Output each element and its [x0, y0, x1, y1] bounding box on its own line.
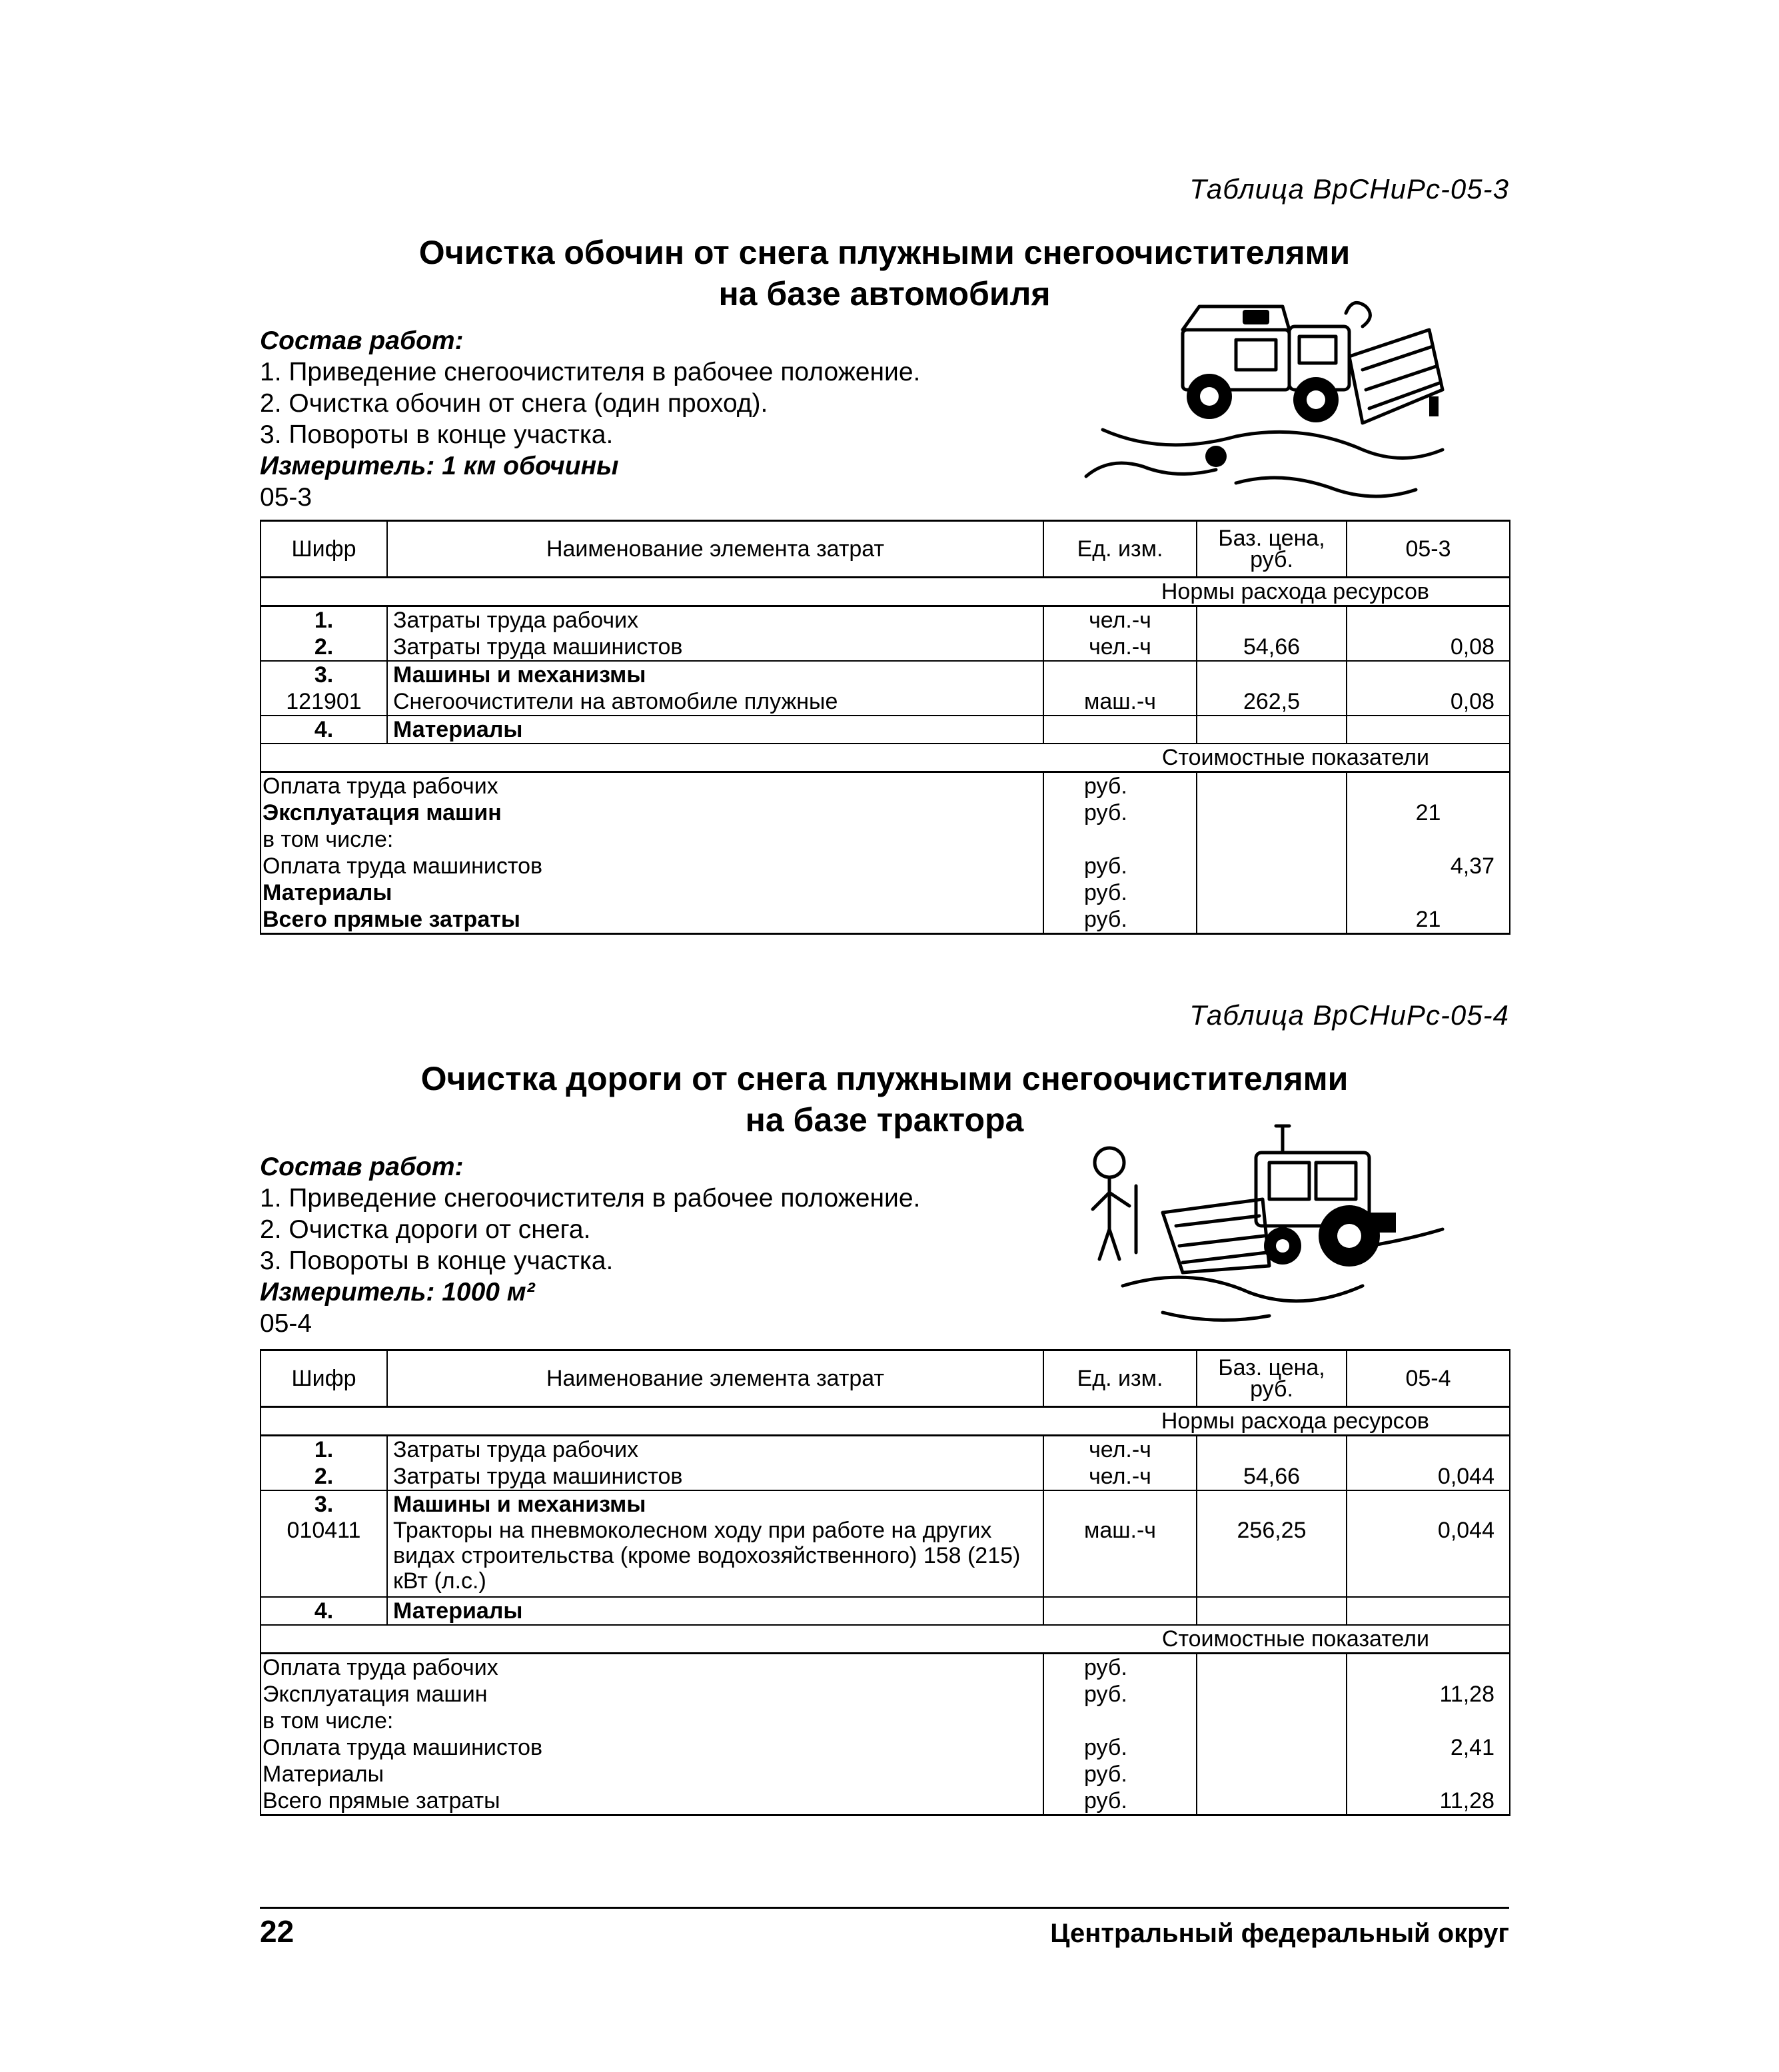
cost-price: [1197, 1734, 1347, 1761]
work-step: 1. Приведение снегоочистителя в рабочее положение.: [260, 1184, 921, 1213]
row-cipher: 4.: [261, 1597, 387, 1625]
row-price: [1197, 606, 1347, 634]
row-name: Затраты труда рабочих: [387, 1436, 1043, 1464]
norms-band-row: [261, 578, 1510, 606]
cost-band-row: [261, 744, 1510, 772]
cost-value: 21: [1347, 906, 1510, 934]
section-05-4: [260, 999, 1509, 1819]
measure-unit: Измеритель: 1000 м²: [260, 1278, 535, 1306]
cost-price: [1197, 772, 1347, 800]
cost-name: Оплата труда рабочих: [261, 1654, 1043, 1682]
footer-district: Центральный федеральный округ: [1050, 1919, 1509, 1948]
cost-name: Оплата труда машинистов: [261, 1734, 1043, 1761]
row-unit: [1043, 661, 1197, 688]
row-value: [1347, 1597, 1510, 1625]
works-heading: Состав работ:: [260, 1153, 464, 1181]
work-composition: [260, 325, 920, 513]
row-price: [1197, 1490, 1347, 1518]
title-line-2: на базе автомобиля: [718, 275, 1051, 312]
row-cipher: 4.: [261, 716, 387, 744]
row-unit: [1043, 1490, 1197, 1518]
cost-value: [1347, 826, 1510, 853]
row-unit: маш.-ч: [1043, 1518, 1197, 1597]
cost-name: Всего прямые затраты: [261, 906, 1043, 934]
row-cipher: 1.: [261, 1436, 387, 1464]
cost-price: [1197, 1761, 1347, 1788]
title-line-2: на базе трактора: [745, 1101, 1024, 1139]
row-unit: чел.-ч: [1043, 634, 1197, 661]
cost-unit: руб.: [1043, 879, 1197, 906]
row-name: Материалы: [387, 716, 1043, 744]
work-composition: [260, 1151, 920, 1339]
row-cipher: 2.: [261, 634, 387, 661]
cost-name: Материалы: [261, 1761, 1043, 1788]
table-row: [261, 716, 1510, 744]
row-price: 54,66: [1197, 634, 1347, 661]
cost-price: [1197, 799, 1347, 826]
cost-unit: руб.: [1043, 1788, 1197, 1815]
row-price: 54,66: [1197, 1463, 1347, 1490]
header-price: [1197, 521, 1347, 578]
table-header-row: [261, 1350, 1510, 1407]
snowplow-tractor-illustration: [1083, 1113, 1456, 1332]
row-unit: [1043, 1597, 1197, 1625]
header-cipher: Шифр: [261, 1350, 387, 1407]
header-name: Наименование элемента затрат: [387, 521, 1043, 578]
row-price: 256,25: [1197, 1518, 1347, 1597]
cost-row: [261, 879, 1510, 906]
title-line-1: Очистка обочин от снега плужными снегоочистителями: [418, 234, 1351, 271]
cost-unit: руб.: [1043, 1734, 1197, 1761]
work-step: 2. Очистка дороги от снега.: [260, 1215, 591, 1244]
cost-unit: [1043, 1708, 1197, 1734]
row-name: Машины и механизмы: [387, 1490, 1043, 1518]
cost-value: [1347, 1761, 1510, 1788]
row-value: [1347, 1436, 1510, 1464]
title-line-1: Очистка дороги от снега плужными снегоочистителями: [420, 1060, 1349, 1097]
table-row: [261, 1436, 1510, 1464]
row-name: Машины и механизмы: [387, 661, 1043, 688]
table-header-row: [261, 521, 1510, 578]
cost-price: [1197, 853, 1347, 879]
cost-row: [261, 906, 1510, 934]
header-name: Наименование элемента затрат: [387, 1350, 1043, 1407]
cost-unit: руб.: [1043, 1761, 1197, 1788]
work-step: 3. Повороты в конце участка.: [260, 1247, 614, 1275]
cost-value: 4,37: [1347, 853, 1510, 879]
row-price: 262,5: [1197, 688, 1347, 716]
table-row: [261, 688, 1510, 716]
cost-price: [1197, 1681, 1347, 1708]
row-value: [1347, 716, 1510, 744]
cost-price: [1197, 879, 1347, 906]
cost-unit: руб.: [1043, 853, 1197, 879]
row-cipher: 3.: [261, 661, 387, 688]
cost-label: Стоимостные показатели: [261, 1625, 1510, 1654]
cost-price: [1197, 906, 1347, 934]
cost-unit: руб.: [1043, 799, 1197, 826]
row-value: 0,08: [1347, 634, 1510, 661]
row-name: Затраты труда рабочих: [387, 606, 1043, 634]
row-price: [1197, 1597, 1347, 1625]
row-value: [1347, 661, 1510, 688]
cost-name: Эксплуатация машин: [261, 1681, 1043, 1708]
cost-row: [261, 1788, 1510, 1815]
cost-value: [1347, 1708, 1510, 1734]
row-cipher: 3.: [261, 1490, 387, 1518]
row-cipher: 010411: [261, 1518, 387, 1597]
row-cipher: 121901: [261, 688, 387, 716]
cost-value: 11,28: [1347, 1788, 1510, 1815]
row-cipher: 1.: [261, 606, 387, 634]
works-heading: Состав работ:: [260, 326, 464, 355]
cost-unit: руб.: [1043, 1654, 1197, 1682]
cost-row: [261, 1654, 1510, 1682]
header-unit: Ед. изм.: [1043, 1350, 1197, 1407]
row-unit: маш.-ч: [1043, 688, 1197, 716]
table-code: 05-3: [260, 483, 312, 512]
cost-row: [261, 1681, 1510, 1708]
work-step: 1. Приведение снегоочистителя в рабочее положение.: [260, 358, 921, 386]
cost-unit: руб.: [1043, 906, 1197, 934]
table-row: [261, 661, 1510, 688]
work-step: 2. Очистка обочин от снега (один проход).: [260, 389, 768, 418]
table-row: [261, 606, 1510, 634]
cost-row: [261, 1708, 1510, 1734]
header-price: [1197, 1350, 1347, 1407]
header-unit: Ед. изм.: [1043, 521, 1197, 578]
cost-price: [1197, 1788, 1347, 1815]
header-cipher: Шифр: [261, 521, 387, 578]
work-step: 3. Повороты в конце участка.: [260, 420, 614, 449]
row-price: [1197, 661, 1347, 688]
cost-price: [1197, 826, 1347, 853]
cost-value: [1347, 1654, 1510, 1682]
row-unit: чел.-ч: [1043, 606, 1197, 634]
row-name: Тракторы на пневмоколесном ходу при работе на других видах строительства (кроме водохозяйственного) 158 (215) кВт (л.с.): [387, 1518, 1043, 1597]
footer-divider: [260, 1907, 1509, 1909]
cost-value: 2,41: [1347, 1734, 1510, 1761]
row-unit: чел.-ч: [1043, 1436, 1197, 1464]
cost-price: [1197, 1708, 1347, 1734]
row-name: Материалы: [387, 1597, 1043, 1625]
row-name: Снегоочистители на автомобиле плужные: [387, 688, 1043, 716]
row-value: [1347, 1490, 1510, 1518]
cost-unit: руб.: [1043, 772, 1197, 800]
table-reference: Таблица ВрСНиРс-05-3: [1189, 173, 1509, 205]
cost-row: [261, 772, 1510, 800]
norms-label: Нормы расхода ресурсов: [261, 578, 1510, 606]
cost-value: [1347, 879, 1510, 906]
table-row: [261, 1463, 1510, 1490]
cost-value: 21: [1347, 799, 1510, 826]
cost-band-row: [261, 1625, 1510, 1654]
row-value: 0,044: [1347, 1518, 1510, 1597]
header-code: 05-3: [1347, 521, 1510, 578]
table-code: 05-4: [260, 1309, 312, 1338]
table-reference: Таблица ВрСНиРс-05-4: [1189, 999, 1509, 1031]
row-cipher: 2.: [261, 1463, 387, 1490]
resource-norms-table: [260, 1349, 1510, 1816]
cost-name: в том числе:: [261, 826, 1043, 853]
header-price-label: Баз. цена, руб.: [1218, 525, 1325, 572]
table-row: [261, 1490, 1510, 1518]
cost-name: Материалы: [261, 879, 1043, 906]
header-code: 05-4: [1347, 1350, 1510, 1407]
cost-name: Эксплуатация машин: [261, 799, 1043, 826]
cost-row: [261, 1734, 1510, 1761]
section-05-3: [260, 173, 1509, 993]
table-row: [261, 634, 1510, 661]
row-name: Затраты труда машинистов: [387, 634, 1043, 661]
snowplow-truck-illustration: [1083, 290, 1456, 510]
cost-name: Оплата труда машинистов: [261, 853, 1043, 879]
measure-unit: Измеритель: 1 км обочины: [260, 452, 619, 480]
norms-band-row: [261, 1407, 1510, 1436]
row-value: 0,044: [1347, 1463, 1510, 1490]
norms-label: Нормы расхода ресурсов: [261, 1407, 1510, 1436]
cost-unit: руб.: [1043, 1681, 1197, 1708]
row-name: Затраты труда машинистов: [387, 1463, 1043, 1490]
cost-price: [1197, 1654, 1347, 1682]
row-value: 0,08: [1347, 688, 1510, 716]
table-row: [261, 1518, 1510, 1597]
row-price: [1197, 1436, 1347, 1464]
table-row: [261, 1597, 1510, 1625]
cost-row: [261, 826, 1510, 853]
cost-row: [261, 853, 1510, 879]
row-unit: чел.-ч: [1043, 1463, 1197, 1490]
row-price: [1197, 716, 1347, 744]
cost-unit: [1043, 826, 1197, 853]
cost-value: [1347, 772, 1510, 800]
header-price-label: Баз. цена, руб.: [1218, 1354, 1325, 1402]
row-value: [1347, 606, 1510, 634]
cost-name: Всего прямые затраты: [261, 1788, 1043, 1815]
row-unit: [1043, 716, 1197, 744]
resource-norms-table: [260, 520, 1510, 935]
cost-name: Оплата труда рабочих: [261, 772, 1043, 800]
cost-row: [261, 799, 1510, 826]
page-number: 22: [260, 1914, 295, 1949]
cost-row: [261, 1761, 1510, 1788]
cost-label: Стоимостные показатели: [261, 744, 1510, 772]
cost-name: в том числе:: [261, 1708, 1043, 1734]
cost-value: 11,28: [1347, 1681, 1510, 1708]
